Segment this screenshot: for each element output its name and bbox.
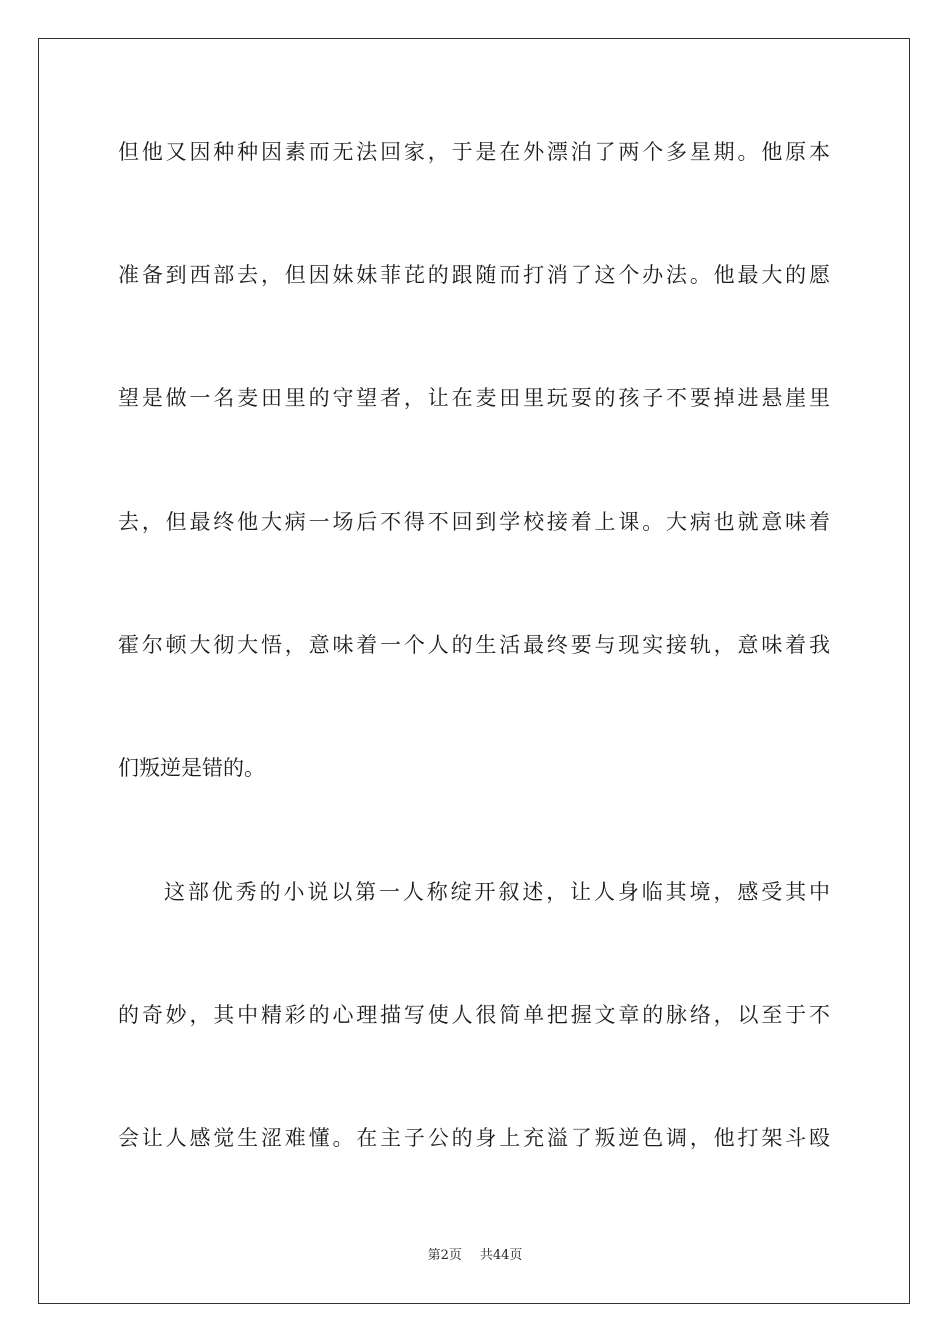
body-text-line: 望是做一名麦田里的守望者，让在麦田里玩耍的孩子不要掉进悬崖里	[118, 386, 830, 410]
page-number: 第2页	[427, 1248, 462, 1263]
body-text-line: 霍尔顿大彻大悟，意味着一个人的生活最终要与现实接轨，意味着我	[118, 633, 830, 657]
body-text-line: 们叛逆是错的。	[118, 756, 265, 780]
body-text-line: 会让人感觉生涩难懂。在主子公的身上充溢了叛逆色调，他打架斗殴	[118, 1126, 830, 1150]
body-text-line: 准备到西部去，但因妹妹菲芘的跟随而打消了这个办法。他最大的愿	[118, 263, 830, 287]
body-text-line: 的奇妙，其中精彩的心理描写使人很简单把握文章的脉络，以至于不	[118, 1003, 830, 1027]
page-border	[38, 38, 910, 1304]
body-text-line: 去，但最终他大病一场后不得不回到学校接着上课。大病也就意味着	[118, 510, 830, 534]
page-total: 共44页	[479, 1248, 523, 1263]
body-text-line: 但他又因种种因素而无法回家，于是在外漂泊了两个多星期。他原本	[118, 140, 830, 164]
paragraph-first-line: 这部优秀的小说以第一人称绽开叙述，让人身临其境，感受其中	[164, 880, 830, 904]
page-footer	[0, 1247, 950, 1265]
